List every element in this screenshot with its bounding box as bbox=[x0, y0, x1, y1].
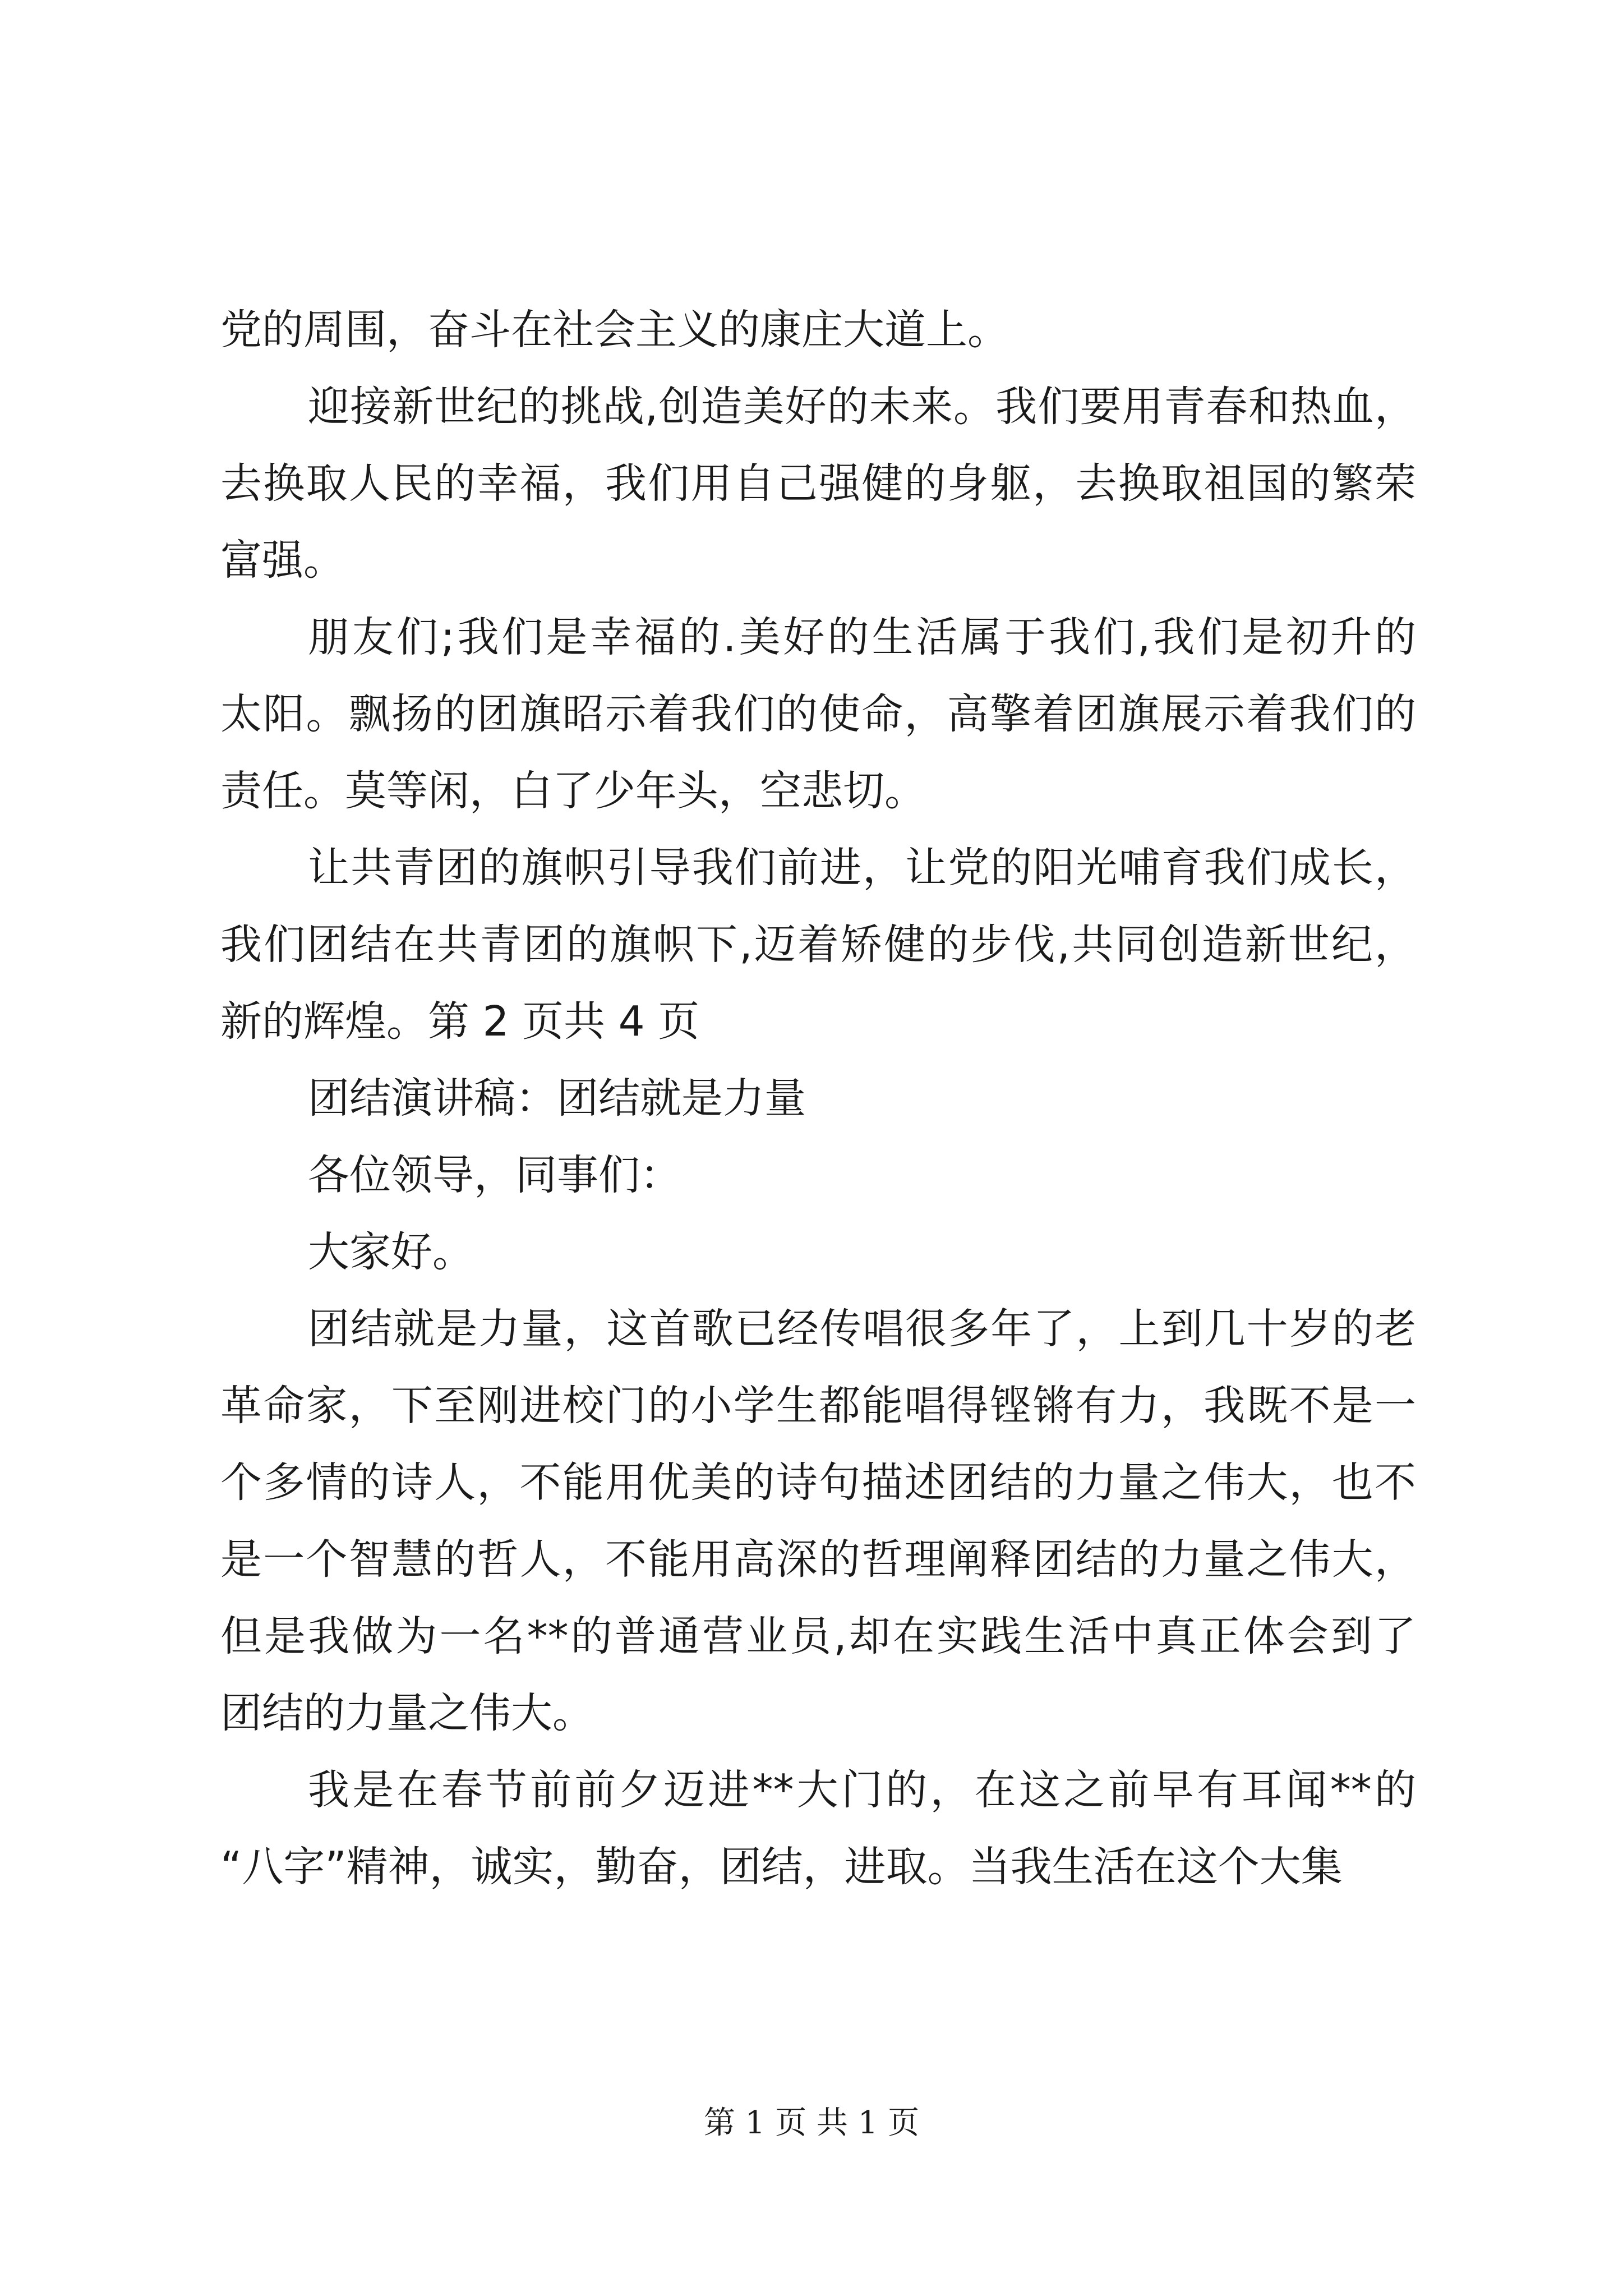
text-line: 朋友们;我们是幸福的.美好的生活属于我们,我们是初升的 bbox=[308, 613, 1416, 661]
paragraph bbox=[220, 369, 1416, 599]
text-line: 团结就是力量，这首歌已经传唱很多年了，上到几十岁的老 bbox=[308, 1305, 1416, 1353]
text-line: 大家好。 bbox=[308, 1228, 474, 1276]
text-line: 责任。莫等闲，白了少年头，空悲切。 bbox=[220, 767, 926, 815]
document-body bbox=[220, 292, 1416, 1906]
text-line: “八字”精神，诚实，勤奋，团结，进取。当我生活在这个大集 bbox=[220, 1843, 1343, 1891]
text-line: 团结演讲稿：团结就是力量 bbox=[308, 1074, 806, 1122]
text-line: 革命家，下至刚进校门的小学生都能唱得铿锵有力，我既不是一 bbox=[220, 1382, 1416, 1430]
page-footer: 第 1 页 共 1 页 bbox=[703, 2105, 920, 2141]
paragraph bbox=[220, 599, 1416, 830]
text-line: 个多情的诗人，不能用优美的诗句描述团结的力量之伟大，也不 bbox=[220, 1458, 1416, 1507]
paragraph bbox=[220, 1214, 1416, 1291]
paragraph bbox=[220, 1137, 1416, 1214]
text-line: 团结的力量之伟大。 bbox=[220, 1689, 594, 1737]
text-line: 是一个智慧的哲人，不能用高深的哲理阐释团结的力量之伟大， bbox=[220, 1535, 1416, 1584]
text-line: 富强。 bbox=[220, 536, 345, 585]
paragraph bbox=[220, 292, 1416, 369]
text-line: 让共青团的旗帜引导我们前进，让党的阳光哺育我们成长， bbox=[308, 844, 1416, 892]
paragraph bbox=[220, 1752, 1416, 1906]
text-line: 我是在春节前前夕迈进**大门的，在这之前早有耳闻**的 bbox=[308, 1766, 1416, 1814]
text-line: 迎接新世纪的挑战,创造美好的未来。我们要用青春和热血， bbox=[308, 383, 1416, 431]
text-line: 我们团结在共青团的旗帜下,迈着矫健的步伐,共同创造新世纪， bbox=[220, 921, 1416, 969]
text-line: 太阳。飘扬的团旗昭示着我们的使命，高擎着团旗展示着我们的 bbox=[220, 690, 1416, 738]
text-line: 新的辉煌。第 2 页共 4 页 bbox=[220, 997, 700, 1046]
text-line: 去换取人民的幸福，我们用自己强健的身躯，去换取祖国的繁荣 bbox=[220, 459, 1416, 508]
text-line: 党的周围，奋斗在社会主义的康庄大道上。 bbox=[220, 306, 1009, 354]
text-line: 各位领导，同事们： bbox=[308, 1151, 681, 1199]
paragraph bbox=[220, 1060, 1416, 1137]
paragraph bbox=[220, 1291, 1416, 1752]
paragraph bbox=[220, 830, 1416, 1060]
text-line: 但是我做为一名**的普通营业员,却在实践生活中真正体会到了 bbox=[220, 1612, 1416, 1660]
